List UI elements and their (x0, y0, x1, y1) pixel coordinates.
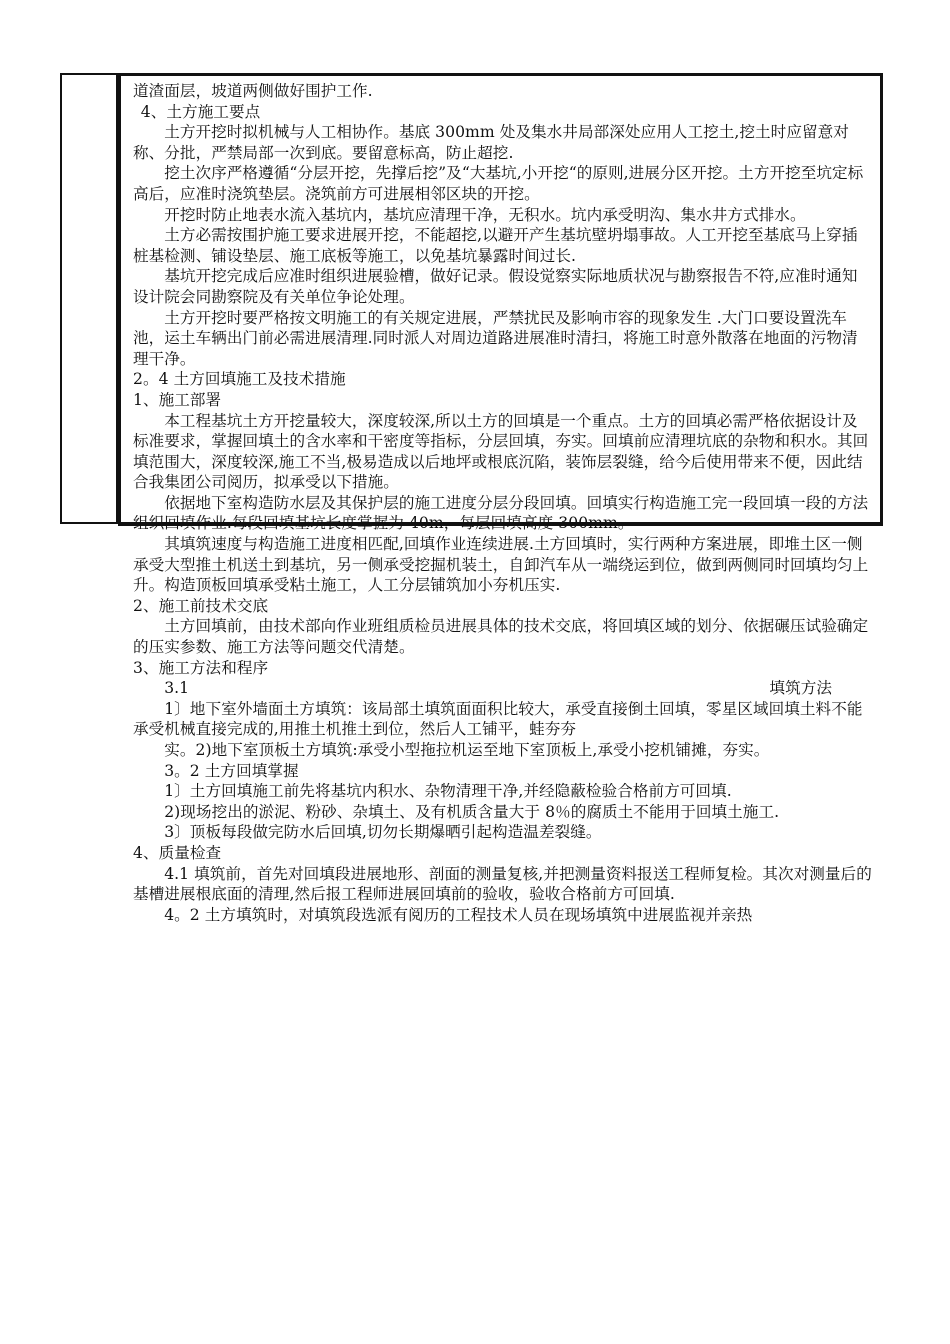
paragraph: 2。4 土方回填施工及技术措施 (133, 370, 346, 389)
paragraph: 3。2 土方回填掌握 (164, 761, 299, 780)
paragraph: 4、质量检查 (133, 843, 222, 862)
paragraph: 2、施工前技术交底 (133, 596, 269, 615)
paragraph: 本工程基坑土方开挖量较大，深度较深,所以土方的回填是一个重点。土方的回填必需严格依据设计及标准要求，掌握回填土的含水率和干密度等指标，分层回填，夯实。回填前应清理坑底的杂物和积水。其回填范围大，深度较深,施工不当,极易造成以后地坪或根底沉陷，装饰层裂缝，给今后使用带来不便，因此结合我集团公司阅历，拟承受以下措施。 (133, 411, 869, 492)
paragraph: 1〕地下室外墙面土方填筑：该局部土填筑面面积比较大，承受直接倒土回填，零星区域回填土料不能承受机械直接完成的,用推土机推土到位，然后人工铺平，蛙夯夯 (133, 699, 863, 739)
paragraph: 土方开挖时拟机械与人工相协作。基底 300mm 处及集水井局部深处应用人工挖土,挖土时应留意对称、分批，严禁局部一次到底。要留意标高，防止超挖. (133, 123, 849, 162)
paragraph: 土方必需按围护施工要求进展开挖，不能超挖,以避开产生基坑壁坍塌事故。人工开挖至基底马上穿插桩基检测、铺设垫层、施工底板等施工，以免基坑暴露时间过长. (133, 226, 858, 265)
paragraph: 其填筑速度与构造施工进度相匹配,回填作业连续进展.土方回填时，实行两种方案进展，即堆土区一侧承受大型推土机送土到基坑，另一侧承受挖掘机装土，自卸汽车从一端绕运到位，做到两侧同时回填均匀上升。构造顶板回填承受粘土施工，人工分层铺筑加小夯机压实. (133, 535, 869, 595)
paragraph: 3〕顶板每段做完防水后回填,切勿长期爆晒引起构造温差裂缝。 (164, 823, 602, 842)
paragraph: 4、土方施工要点 (140, 102, 261, 121)
content-cell (118, 73, 883, 924)
method-heading (133, 678, 872, 699)
text-block-1 (133, 81, 872, 678)
left-column-cell (60, 73, 118, 524)
method-heading-title: 填筑方法 (769, 679, 832, 698)
paragraph: 3、施工方法和程序 (133, 658, 269, 677)
document-text (133, 81, 872, 925)
method-heading-number: 3.1 (164, 679, 190, 698)
paragraph: 1〕土方回填施工前先将基坑内积水、杂物清理干净,并经隐蔽检验合格前方可回填. (164, 782, 732, 801)
paragraph: 挖土次序严格遵循“分层开挖，先撑后挖”及“大基坑,小开挖“的原则,进展分区开挖。土方开挖至坑定标高后，应准时浇筑垫层。浇筑前方可进展相邻区块的开挖。 (133, 164, 864, 203)
paragraph: 道渣面层，坡道两侧做好围护工作. (133, 82, 373, 100)
paragraph: 2)现场挖出的淤泥、粉砂、杂填土、及有机质含量大于 8％的腐质土不能用于回填土施工. (164, 802, 780, 821)
paragraph: 1、施工部署 (133, 390, 222, 409)
paragraph: 基坑开挖完成后应准时组织进展验槽，做好记录。假设觉察实际地质状况与勘察报告不符,应准时通知设计院会同勘察院及有关单位争论处理。 (133, 267, 858, 306)
text-block-2 (133, 699, 872, 926)
paragraph: 4.1 填筑前，首先对回填段进展地形、剖面的测量复核,并把测量资料报送工程师复检。其次对测量后的基槽进展根底面的清理,然后报工程师进展回填前的验收，验收合格前方可回填. (133, 864, 872, 904)
paragraph: 实。2)地下室顶板土方填筑:承受小型拖拉机运至地下室顶板上,承受小挖机铺摊，夯实。 (164, 741, 770, 759)
paragraph: 依据地下室构造防水层及其保护层的施工进度分层分段回填。回填实行构造施工完一段回填一段的方法组织回填作业.每段回填基坑长度掌握为 40m，每层回填高度 300mm。 (133, 493, 869, 533)
paragraph: 4。2 土方填筑时，对填筑段选派有阅历的工程技术人员在现场填筑中进展监视并亲热 (164, 905, 753, 924)
paragraph: 开挖时防止地表水流入基坑内，基坑应清理干净，无积水。坑内承受明沟、集水井方式排水。 (164, 205, 806, 224)
paragraph: 土方开挖时要严格按文明施工的有关规定进展，严禁扰民及影响市容的现象发生 .大门口要设置洗车池，运土车辆出门前必需进展清理.同时派人对周边道路进展准时清扫，将施工时意外散落在地面的污物清理干净。 (133, 308, 858, 368)
paragraph: 土方回填前，由技术部向作业班组质检员进展具体的技术交底，将回填区域的划分、依据碾压试验确定的压实参数、施工方法等问题交代清楚。 (133, 617, 869, 657)
